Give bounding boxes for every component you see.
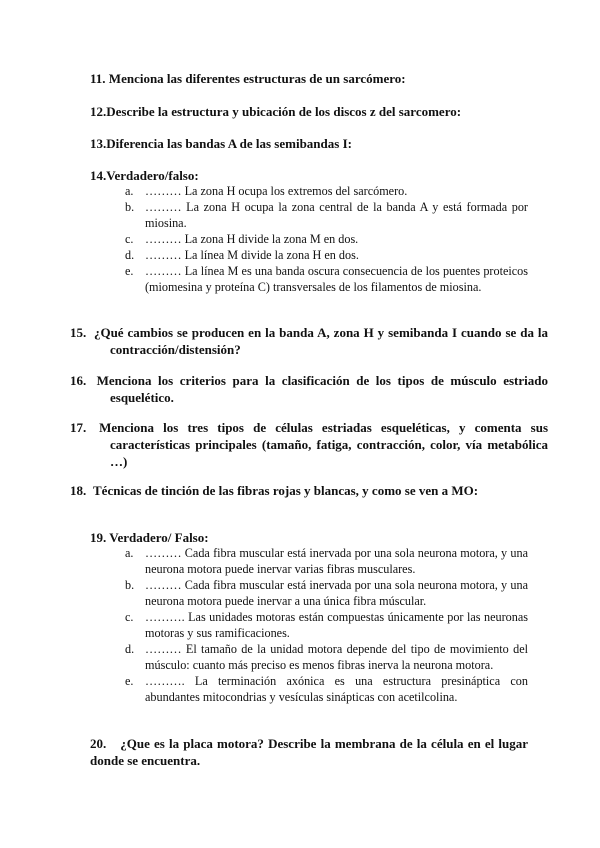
question-17: 17. Menciona los tres tipos de células estriadas esqueléticas, y comenta sus características principales (tamaño, fatiga, contracción, color, vía metabólica …) — [70, 420, 549, 469]
option-14e: e. ……… La línea M es una banda oscura consecuencia de los puentes proteicos (miomesina y proteína C) transversales de los filamentos de miosina. — [125, 264, 528, 294]
option-14c: c. ……… La zona H divide la zona M en dos. — [125, 232, 359, 246]
option-19a: a. ……… Cada fibra muscular está inervada por una sola neurona motora, y una neurona motora puede inervar varias fibras musculares. — [125, 546, 528, 576]
option-19e: e. ………. La terminación axónica es una estructura presináptica con abundantes mitocondrias y vesículas sinápticas con acetilcolina. — [125, 674, 528, 704]
question-14: 14.Verdadero/falso: — [90, 168, 199, 183]
question-15: 15. ¿Qué cambios se producen en la banda A, zona H y semibanda I cuando se da la contracción/distensión? — [70, 325, 549, 357]
option-19d: d. ……… El tamaño de la unidad motora depende del tipo de movimiento del músculo: cuanto más preciso es menos fibras inerva la neurona motora. — [125, 642, 528, 672]
question-13: 13.Diferencia las bandas A de las semibandas I: — [90, 136, 352, 151]
option-14a: a. ……… La zona H ocupa los extremos del sarcómero. — [125, 184, 408, 198]
option-19b: b. ……… Cada fibra muscular está inervada por una sola neurona motora, y una neurona motora puede inervar a una única fibra múscular. — [125, 578, 528, 608]
question-14-options — [125, 183, 528, 295]
option-14d: d. ……… La línea M divide la zona H en dos. — [125, 248, 359, 262]
option-19c: c. ………. Las unidades motoras están compuestas únicamente por las neuronas motoras y sus ramificaciones. — [125, 610, 528, 640]
question-18: 18. Técnicas de tinción de las fibras rojas y blancas, y como se ven a MO: — [70, 483, 479, 498]
question-11: 11. Menciona las diferentes estructuras de un sarcómero: — [90, 71, 406, 86]
question-19: 19. Verdadero/ Falso: — [90, 530, 209, 545]
question-12: 12.Describe la estructura y ubicación de los discos z del sarcomero: — [90, 104, 462, 119]
option-14b: b. ……… La zona H ocupa la zona central de la banda A y está formada por miosina. — [125, 200, 528, 230]
question-20: 20. ¿Que es la placa motora? Describe la membrana de la célula en el lugar donde se encuentra. — [90, 736, 528, 768]
question-19-options — [125, 545, 528, 705]
question-16: 16. Menciona los criterios para la clasificación de los tipos de músculo estriado esquelético. — [70, 373, 548, 405]
